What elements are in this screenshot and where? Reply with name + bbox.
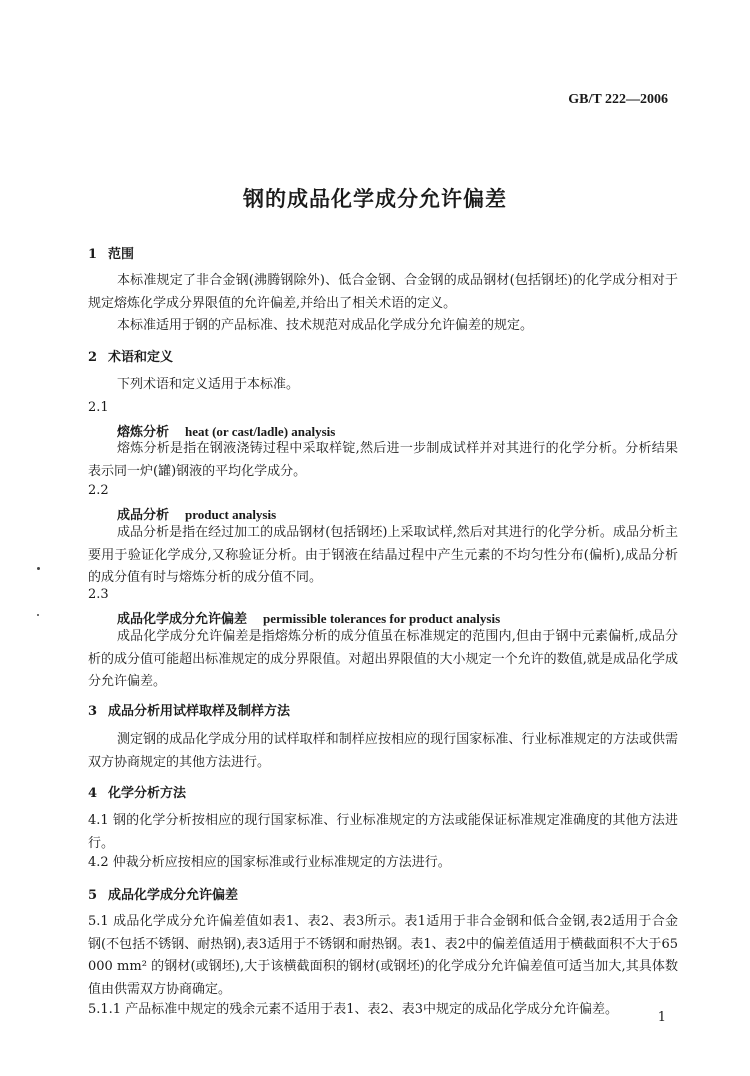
section-4-heading [88, 782, 186, 801]
term-2-3-number: 2.3 [88, 587, 109, 602]
section-3-paragraph [88, 729, 678, 774]
term-2-3-title [117, 608, 500, 627]
standard-code: GB/T 222—2006 [568, 92, 668, 107]
section-2-intro [88, 374, 678, 397]
section-1-paragraph-1 [88, 270, 678, 315]
term-2-3-definition [88, 626, 678, 694]
section-title: 成品分析用试样取样及制样方法 [108, 704, 291, 719]
section-number: 1 [88, 247, 98, 262]
paragraph-text: 本标准适用于钢的产品标准、技术规范对成品化学成分允许偏差的规定。 [117, 318, 534, 333]
section-4-1 [88, 810, 678, 855]
paragraph-text: 成品化学成分允许偏差是指熔炼分析的成分值虽在标准规定的范围内,但由于钢中元素偏析,成品分析的成分值可能超出标准规定的成分界限值。对超出界限值的大小规定一个允许的数值,就是成品化学成分允许偏差。 [88, 629, 678, 689]
section-1-heading [88, 243, 134, 262]
section-2-heading [88, 346, 173, 365]
scan-speck [37, 567, 40, 570]
paragraph-text: 5.1 成品化学成分允许偏差值如表1、表2、表3所示。表1适用于非合金钢和低合金钢,表2适用于合金钢(不包括不锈钢、耐热钢),表3适用于不锈钢和耐热钢。表1、表2中的偏差值适用于横截面积不大于65 000 mm² 的钢材(或钢坯),大于该横截面积的钢材(或钢坯)的化学成分允许偏差值可适当加大,其具体数值由供需双方协商确定。 [88, 914, 678, 997]
section-5-1-1 [88, 999, 678, 1022]
paragraph-text: 5.1.1 产品标准中规定的残余元素不适用于表1、表2、表3中规定的成品化学成分允许偏差。 [88, 1002, 619, 1017]
section-4-2 [88, 852, 678, 875]
term-chinese: 成品分析 [117, 508, 170, 523]
scan-speck [37, 614, 39, 616]
paragraph-text: 4.1 钢的化学分析按相应的现行国家标准、行业标准规定的方法或能保证标准规定准确度的其他方法进行。 [88, 813, 678, 851]
document-title: 钢的成品化学成分允许偏差 [243, 186, 507, 211]
section-number: 4 [88, 786, 98, 801]
term-english: product analysis [185, 507, 277, 522]
term-2-2-number: 2.2 [88, 483, 109, 498]
term-chinese: 熔炼分析 [117, 425, 170, 440]
section-number: 5 [88, 888, 98, 903]
section-number: 3 [88, 704, 98, 719]
section-1-paragraph-2 [88, 315, 678, 338]
term-2-1-number: 2.1 [88, 400, 109, 415]
paragraph-text: 4.2 仲裁分析应按相应的国家标准或行业标准规定的方法进行。 [88, 855, 451, 870]
section-5-heading [88, 884, 238, 903]
section-title: 范围 [108, 247, 135, 262]
section-title: 术语和定义 [108, 350, 174, 365]
page-number: 1 [657, 1010, 666, 1025]
paragraph-text: 成品分析是指在经过加工的成品钢材(包括钢坯)上采取试样,然后对其进行的化学分析。成品分析主要用于验证化学成分,又称验证分析。由于钢液在结晶过程中产生元素的不均匀性分布(偏析),成品分析的成分值有时与熔炼分析的成分值不同。 [88, 525, 678, 585]
term-2-2-definition [88, 522, 678, 590]
section-3-heading [88, 700, 290, 719]
paragraph-text: 熔炼分析是指在钢液浇铸过程中采取样锭,然后进一步制成试样并对其进行的化学分析。分析结果表示同一炉(罐)钢液的平均化学成分。 [88, 441, 678, 479]
paragraph-text: 测定钢的成品化学成分用的试样取样和制样应按相应的现行国家标准、行业标准规定的方法或供需双方协商规定的其他方法进行。 [88, 732, 678, 770]
paragraph-text: 下列术语和定义适用于本标准。 [117, 377, 300, 392]
section-title: 化学分析方法 [108, 786, 187, 801]
term-2-2-title [117, 504, 276, 523]
term-chinese: 成品化学成分允许偏差 [117, 612, 248, 627]
section-5-1 [88, 911, 678, 1001]
paragraph-text: 本标准规定了非合金钢(沸腾钢除外)、低合金钢、合金钢的成品钢材(包括钢坯)的化学成分相对于规定熔炼化学成分界限值的允许偏差,并给出了相关术语的定义。 [88, 273, 678, 311]
section-number: 2 [88, 350, 98, 365]
section-title: 成品化学成分允许偏差 [108, 888, 239, 903]
term-english: heat (or cast/ladle) analysis [185, 424, 336, 439]
term-english: permissible tolerances for product analysis [263, 611, 501, 626]
term-2-1-definition [88, 438, 678, 483]
